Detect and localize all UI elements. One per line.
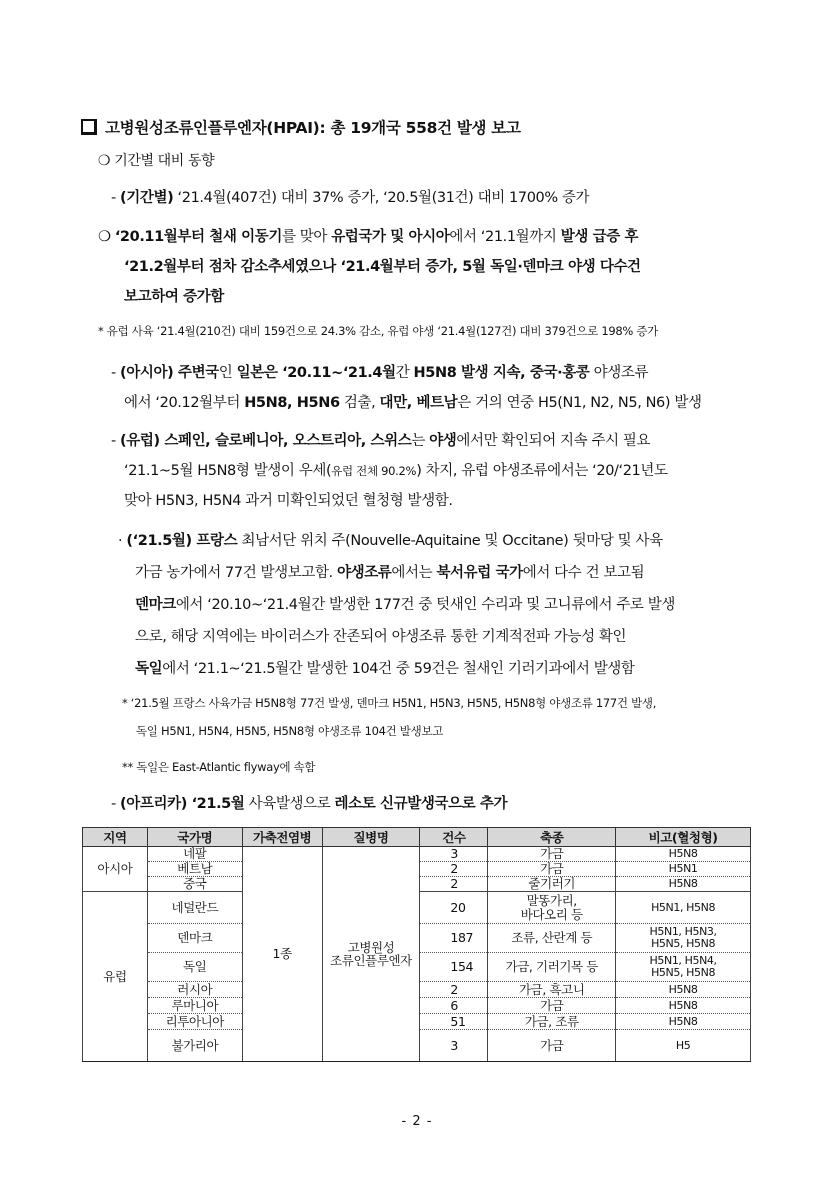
table-row: 불가리아 3 가금 H5 xyxy=(83,1030,751,1062)
africa-line: - (아프리카) ‘21.5월 사육발생으로 레소토 신규발생국으로 추가 xyxy=(111,796,508,812)
table-row: 러시아 2 가금, 흑고니 H5N8 xyxy=(83,982,751,998)
col-header-count: 건수 xyxy=(420,828,488,847)
period-comparison-line: - (기간별) ‘21.4월(407건) 대비 37% 증가, ‘20.5월(31건) 대비 1700% 증가 xyxy=(111,190,590,206)
may-line-1: · (‘21.5월) 프랑스 최남서단 위치 주(Nouvelle-Aquitaine 및 Occitane) 뒷마당 및 사육 xyxy=(118,533,663,549)
circle-bullet-icon: ❍ xyxy=(98,229,111,245)
table-row: 루마니아 6 가금 H5N8 xyxy=(83,998,751,1014)
europe-stats-note: * 유럽 사육 ‘21.4월(210건) 대비 159건으로 24.3% 감소, 유럽 야생 ‘21.4월(127건) 대비 379건으로 198% 증가 xyxy=(98,324,658,338)
region-cell-asia: 아시아 xyxy=(83,847,148,892)
table-header-row xyxy=(83,828,751,847)
col-header-category: 가축전염병 xyxy=(242,828,322,847)
page-number: - 2 - xyxy=(401,1114,433,1129)
col-header-region: 지역 xyxy=(83,828,148,847)
may-line-3: 덴마크에서 ‘20.10~‘21.4월간 발생한 177건 중 텃새인 수리과 및 고니류에서 주로 발생 xyxy=(135,597,675,613)
table-row: 독일 154 가금, 기러기목 등 H5N1, H5N4, H5N5, H5N8 xyxy=(83,953,751,982)
col-header-country: 국가명 xyxy=(147,828,242,847)
heading-period-comparison: ❍ 기간별 대비 동향 xyxy=(98,153,215,169)
trend-line-3: 보고하여 증가함 xyxy=(124,289,224,305)
may-note-2: ** 독일은 East-Atlantic flyway에 속함 xyxy=(122,760,316,774)
table-row: 유럽 네덜란드 20 말똥가리, 바다오리 등 H5N1, H5N8 xyxy=(83,892,751,924)
table-row: 덴마크 187 조류, 산란계 등 H5N1, H5N3, H5N5, H5N8 xyxy=(83,924,751,953)
col-header-serotype: 비고(혈청형) xyxy=(616,828,751,847)
may-line-5: 독일에서 ‘21.1~‘21.5월간 발생한 104건 중 59건은 철새인 기러기과에서 발생함 xyxy=(135,661,635,677)
disease-cell: 고병원성 조류인플루엔자 xyxy=(322,847,420,1062)
region-cell-europe: 유럽 xyxy=(83,892,148,1062)
europe-line-3: 맞아 H5N3, H5N4 과거 미확인되었던 혈청형 발생함. xyxy=(124,493,453,509)
trend-line-1: ❍ ‘20.11월부터 철새 이동기를 맞아 유럽국가 및 아시아에서 ‘21.1월까지 발생 급증 후 xyxy=(98,229,639,245)
circle-bullet-icon: ❍ xyxy=(98,153,111,169)
europe-line-1: - (유럽) 스페인, 슬로베니아, 오스트리아, 스위스는 야생에서만 확인되어 지속 주시 필요 xyxy=(111,433,651,449)
asia-line-1: - (아시아) 주변국인 일본은 ‘20.11~‘21.4월간 H5N8 발생 지속, 중국·홍콩 야생조류 xyxy=(111,365,649,381)
col-header-disease: 질병명 xyxy=(322,828,420,847)
category-cell: 1종 xyxy=(242,847,322,1062)
table-row: 베트남 2 가금 H5N1 xyxy=(83,862,751,877)
may-note-1b: 독일 H5N1, H5N4, H5N5, H5N8형 야생조류 104건 발생보고 xyxy=(136,724,444,738)
table-row: 중국 2 줄기러기 H5N8 xyxy=(83,877,751,892)
trend-line-2: ‘21.2월부터 점차 감소추세였으나 ‘21.4월부터 증가, 5월 독일·덴마크 야생 다수건 xyxy=(124,259,641,275)
europe-line-2: ‘21.1~5월 H5N8형 발생이 우세(유럽 전체 90.2%) 차지, 유럽 야생조류에서는 ‘20/‘21년도 xyxy=(124,463,668,479)
section-title: 고병원성조류인플루엔자(HPAI): 총 19개국 558건 발생 보고 xyxy=(81,116,521,138)
checkbox-square-icon xyxy=(81,119,97,135)
asia-line-2: 에서 ‘20.12월부터 H5N8, H5N6 검출, 대만, 베트남은 거의 연중 H5(N1, N2, N5, N6) 발생 xyxy=(124,395,702,411)
table-row: 아시아 네팔 1종 고병원성 조류인플루엔자 3 가금 H5N8 xyxy=(83,847,751,862)
col-header-species: 축종 xyxy=(488,828,616,847)
may-line-2: 가금 농가에서 77건 발생보고함. 야생조류에서는 북서유럽 국가에서 다수 건 보고됨 xyxy=(135,565,645,581)
table-row: 리투아니아 51 가금, 조류 H5N8 xyxy=(83,1014,751,1030)
hpai-outbreak-table xyxy=(82,827,751,1062)
may-line-4: 으로, 해당 지역에는 바이러스가 잔존되어 야생조류 통한 기계적전파 가능성 확인 xyxy=(135,629,627,645)
may-note-1a: * ‘21.5월 프랑스 사육가금 H5N8형 77건 발생, 덴마크 H5N1, H5N3, H5N5, H5N8형 야생조류 177건 발생, xyxy=(122,696,657,710)
